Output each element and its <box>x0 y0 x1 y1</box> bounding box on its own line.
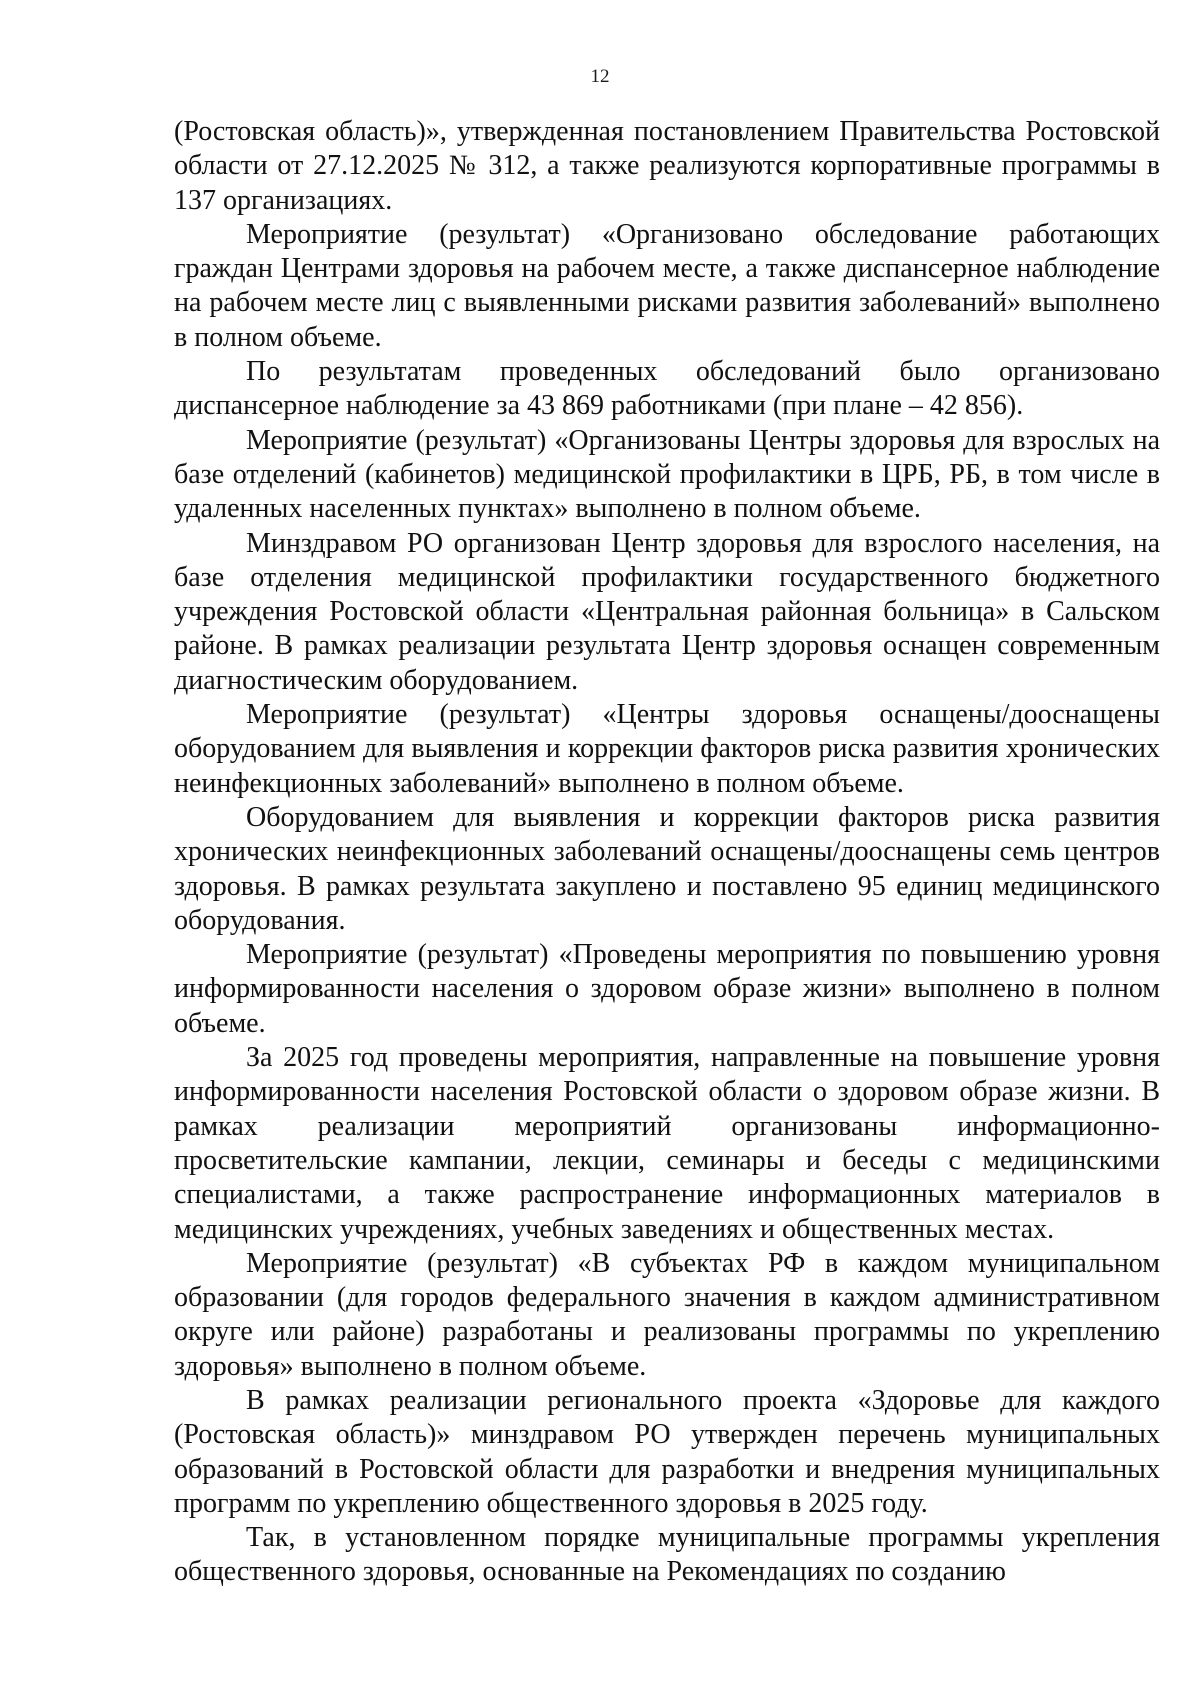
paragraph-6: Мероприятие (результат) «Центры здоровья оснащены/дооснащены оборудованием для выявления и коррекции факторов риска развития хронических неинфекционных заболеваний» выполнено в полном объеме. <box>174 699 1160 799</box>
document-body <box>174 115 1160 1590</box>
paragraph-4: Мероприятие (результат) «Организованы Центры здоровья для взрослых на базе отделений (кабинетов) медицинской профилактики в ЦРБ, РБ, в том числе в удаленных населенных пунктах» выполнено в полном объеме. <box>174 424 1160 525</box>
paragraph-1: (Ростовская область)», утвержденная постановлением Правительства Ростовской области от 27.12.2025 № 312, а также реализуются корпоративные программы в 137 организациях. <box>174 116 1160 216</box>
paragraph-11: В рамках реализации регионального проекта «Здоровье для каждого (Ростовская область)» минздравом РО утвержден перечень муниципальных образований в Ростовской области для разработки и внедрения муниципальных программ по укреплению общественного здоровья в 2025 году. <box>174 1384 1160 1519</box>
paragraph-5: Минздравом РО организован Центр здоровья для взрослого населения, на базе отделения медицинской профилактики государственного бюджетного учреждения Ростовской области «Центральная районная больница» в Сальском районе. В рамках реализации результата Центр здоровья оснащен современным диагностическим оборудованием. <box>174 527 1160 696</box>
paragraph-7: Оборудованием для выявления и коррекции факторов риска развития хронических неинфекционных заболеваний оснащены/дооснащены семь центров здоровья. В рамках результата закуплено и поставлено 95 единиц медицинского оборудования. <box>174 801 1160 936</box>
paragraph-8: Мероприятие (результат) «Проведены мероприятия по повышению уровня информированности населения о здоровом образе жизни» выполнено в полном объеме. <box>174 939 1160 1039</box>
page-number: 12 <box>590 66 610 87</box>
paragraph-10: Мероприятие (результат) «В субъектах РФ в каждом муниципальном образовании (для городов федерального значения в каждом административном округе или районе) разработаны и реализованы программы по укреплению здоровья» выполнено в полном объеме. <box>174 1247 1160 1382</box>
paragraph-3: По результатам проведенных обследований было организовано диспансерное наблюдение за 43 869 работниками (при плане – 42 856). <box>174 356 1160 422</box>
paragraph-12: Так, в установленном порядке муниципальные программы укрепления общественного здоровья, основанные на Рекомендациях по созданию <box>174 1522 1160 1588</box>
paragraph-9: За 2025 год проведены мероприятия, направленные на повышение уровня информированности населения Ростовской области о здоровом образе жизни. В рамках реализации мероприятий организованы информационно-просветительские кампании, лекции, семинары и беседы с медицинскими специалистами, а также распространение информационных материалов в медицинских учреждениях, учебных заведениях и общественных местах. <box>174 1042 1160 1245</box>
paragraph-2: Мероприятие (результат) «Организовано обследование работающих граждан Центрами здоровья на рабочем месте, а также диспансерное наблюдение на рабочем месте лиц с выявленными рисками развития заболеваний» выполнено в полном объеме. <box>174 218 1160 353</box>
